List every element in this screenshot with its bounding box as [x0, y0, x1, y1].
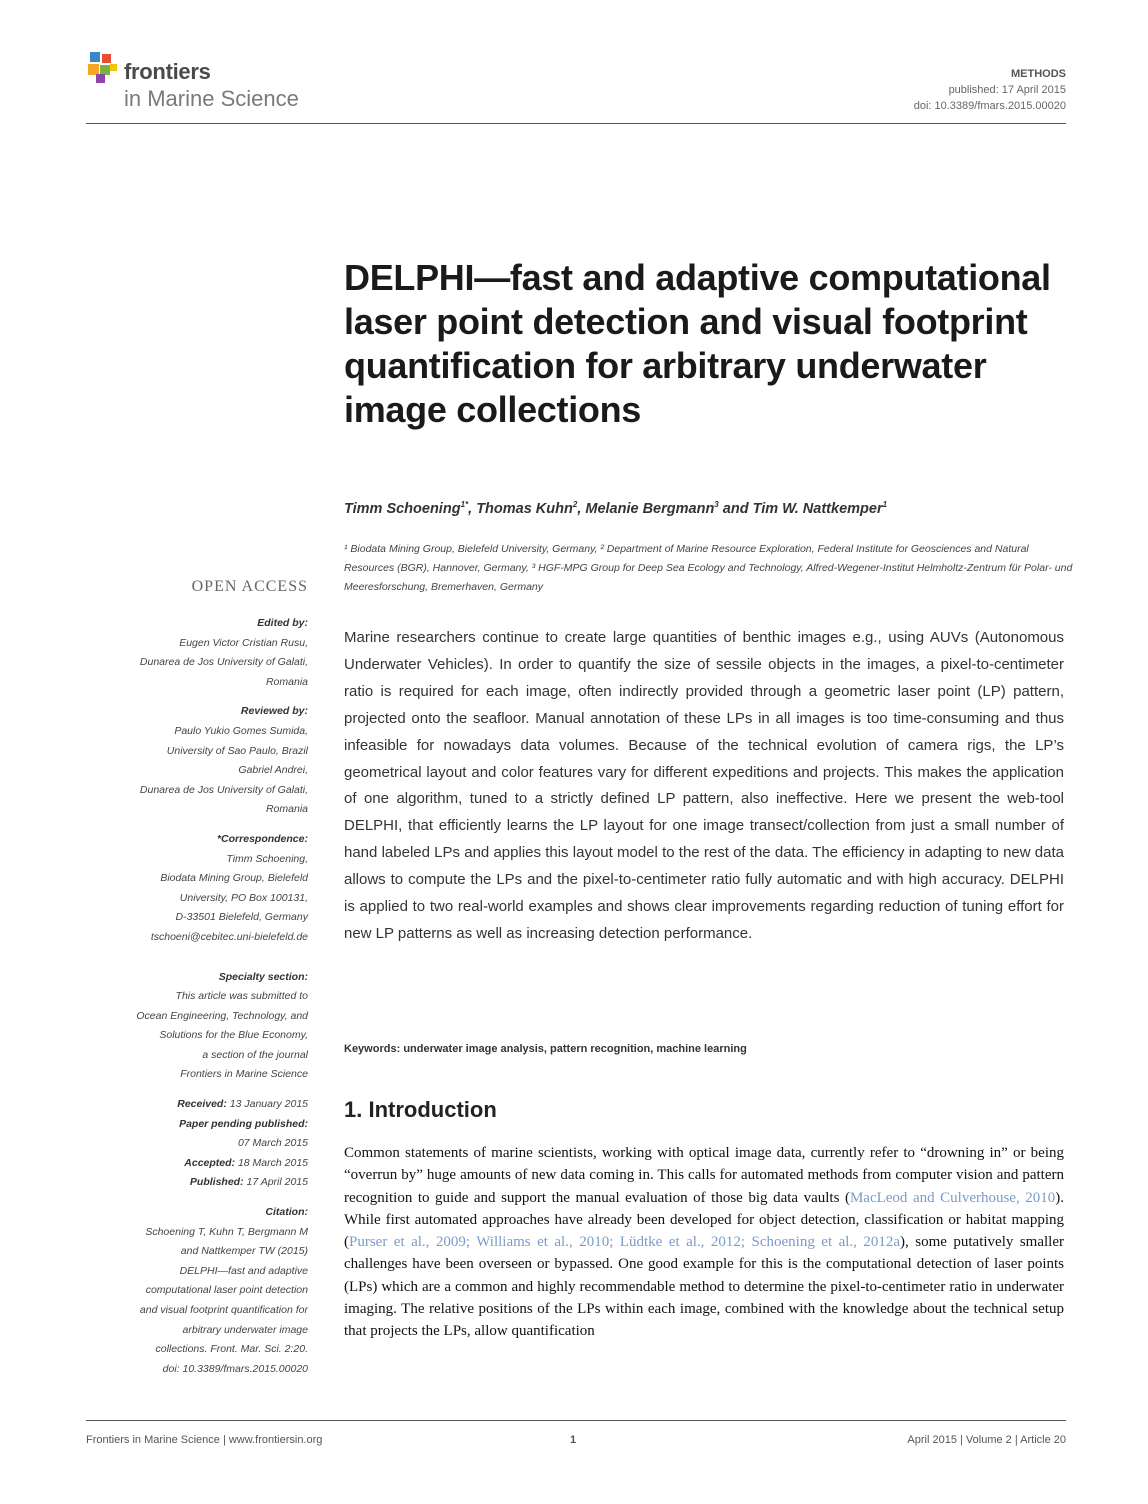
published-date-sidebar: Published: 17 April 2015 [189, 1176, 308, 1189]
author-name[interactable]: Thomas Kuhn [476, 500, 573, 517]
author-name[interactable]: Tim W. Nattkemper [752, 500, 883, 517]
editor-line[interactable]: Eugen Victor Cristian Rusu, [179, 636, 308, 649]
introduction-paragraph: Common statements of marine scientists, working with optical image data, currently refer to “drowning in” or being “overrun by” huge amounts of new data coming in. This calls for automated methods from computer vision and pattern recognition to guide and support the manual evaluation of those big data vaults (MacLeod and Culverhouse, 2010). While first automated approaches have already been developed for object detection, classification or habitat mapping (Purser et al., 2009; Williams et al., 2010; Lüdtke et al., 2012; Schoening et al., 2012a), some putatively smaller challenges have been overseen or bypassed. One good example for this is the computational detection of laser points (LPs) which are a common and highly recommendable method to determine the pixel-to-centimeter ratio in underwater imaging. The relative positions of the LPs within each image, combined with the knowledge about the technical setup that projects the LPs, allow quantification [344, 1145, 1064, 1340]
correspondence-line: University, PO Box 100131, [179, 891, 308, 904]
reviewed-by-label: Reviewed by: [240, 705, 308, 718]
page-number: 1 [570, 1434, 577, 1446]
citation-line: arbitrary underwater image [182, 1323, 308, 1336]
frontiers-logo-icon [86, 50, 120, 84]
keywords-list: underwater image analysis, pattern recognition, machine learning [403, 1043, 747, 1055]
specialty-line: Ocean Engineering, Technology, and [136, 1009, 308, 1022]
specialty-line: Solutions for the Blue Economy, [159, 1029, 308, 1042]
received-date: Received: 13 January 2015 [177, 1098, 308, 1111]
specialty-line: This article was submitted to [175, 990, 308, 1003]
citation-link[interactable]: MacLeod and Culverhouse, 2010 [849, 1189, 1056, 1206]
citation-line: collections. Front. Mar. Sci. 2:20. [155, 1343, 308, 1356]
abstract: Marine researchers continue to create large quantities of benthic images e.g., using AUVs (Autonomous Underwater Vehicles). In order to quantify the size of sessile objects in the images, a pixel-to-centimeter ratio is required for each image, often indirectly provided through a geometric laser point (LP) pattern, projected onto the seafloor. Manual annotation of these LPs in all images is too time-consuming and thus infeasible for nowadays data volumes. Because of the technical evolution of camera rigs, the LP’s geometrical layout and color features vary for different expeditions and projects. This makes the application of one algorithm, tuned to a strictly defined LP pattern, also ineffective. Here we present the web-tool DELPHI, that efficiently learns the LP layout for one image transect/collection from just a small number of hand labeled LPs and applies this layout model to the rest of the data. The efficiency in adapting to new data allows to compute the LPs and the pixel-to-centimeter ratio fully automatic and with high accuracy. DELPHI is applied to two real-world examples and shows clear improvements regarding reduction of tuning effort for new LP patterns as well as increasing detection performance. [344, 629, 1064, 942]
footer-divider [86, 1420, 1066, 1421]
article-header-meta [914, 66, 1066, 114]
edited-by-label: Edited by: [257, 617, 308, 629]
citation-line: and visual footprint quantification for [139, 1304, 308, 1316]
citation-line: Schoening T, Kuhn T, Bergmann M [145, 1225, 308, 1238]
accepted-date: Accepted: 18 March 2015 [184, 1156, 308, 1169]
specialty-section-label: Specialty section: [218, 970, 308, 983]
reviewer-line: Romania [265, 803, 308, 816]
author-name[interactable]: Timm Schoening [344, 500, 461, 517]
article-doi[interactable]: doi: 10.3389/fmars.2015.00020 [913, 100, 1066, 112]
correspondence-email[interactable]: tschoeni@cebitec.uni-bielefeld.de [150, 930, 308, 943]
pending-published-label: Paper pending published: [179, 1117, 308, 1130]
citation-doi[interactable]: doi: 10.3389/fmars.2015.00020 [162, 1362, 308, 1375]
correspondence-label: *Correspondence: [216, 832, 308, 845]
article-title: DELPHI—fast and adaptive computational laser point detection and visual footprint quantification for arbitrary underwater image collections [344, 257, 1051, 430]
open-access-label: OPEN ACCESS [191, 578, 308, 595]
footer-journal[interactable]: Frontiers in Marine Science | www.frontiersin.org [86, 1434, 323, 1446]
specialty-line: Frontiers in Marine Science [180, 1068, 308, 1081]
footer-issue-info: April 2015 | Volume 2 | Article 20 [907, 1434, 1066, 1446]
journal-logo-subtitle: in Marine Science [124, 86, 299, 111]
keywords-label: Keywords: [344, 1043, 401, 1055]
correspondence-line: D-33501 Bielefeld, Germany [175, 911, 308, 924]
citation-line: computational laser point detection [145, 1284, 308, 1297]
reviewer-line: Dunarea de Jos University of Galati, [139, 783, 308, 796]
article-info-sidebar [78, 614, 308, 1379]
reviewer-line[interactable]: Paulo Yukio Gomes Sumida, [174, 724, 308, 737]
pending-published-date: 07 March 2015 [237, 1137, 308, 1150]
correspondence-line: Timm Schoening, [226, 852, 308, 865]
header-divider [86, 123, 1066, 124]
citation-line: and Nattkemper TW (2015) [180, 1245, 308, 1258]
reviewer-line[interactable]: Gabriel Andrei, [238, 764, 308, 777]
published-date: published: 17 April 2015 [948, 84, 1066, 96]
section-heading-introduction: 1. Introduction [344, 1097, 497, 1122]
editor-line: Dunarea de Jos University of Galati, [139, 656, 308, 669]
citation-label: Citation: [265, 1206, 308, 1219]
author-list: Timm Schoening$^{1*}$, Thomas Kuhn$^2$, Melanie Bergmann$^3$ and Tim W. Nattkemper$^1$ [344, 500, 888, 517]
journal-logo-name: frontiers [124, 59, 211, 84]
editor-line: Romania [265, 675, 308, 688]
affiliations: ¹ Biodata Mining Group, Bielefeld University, Germany, ² Department of Marine Resource Exploration, Federal Institute for Geosciences and Natural Resources (BGR), Hannover, Germany, ³ HGF-MPG Group for Deep Sea Ecology and Technology, Alfred-Wegener-Institut Helmholtz-Zentrum für Polar- und Meeresforschung, Bremerhaven, Germany [344, 543, 1073, 593]
reviewer-line: University of Sao Paulo, Brazil [166, 744, 308, 757]
citation-line: DELPHI—fast and adaptive [179, 1264, 308, 1277]
citation-link[interactable]: Purser et al., 2009; Williams et al., 2010; Lüdtke et al., 2012; Schoening et al., 2012a [349, 1234, 901, 1251]
specialty-line: a section of the journal [202, 1048, 308, 1061]
article-type: METHODS [1011, 68, 1066, 80]
keywords [344, 1043, 1064, 1055]
author-name[interactable]: Melanie Bergmann [585, 500, 715, 517]
correspondence-line: Biodata Mining Group, Bielefeld [160, 872, 308, 885]
